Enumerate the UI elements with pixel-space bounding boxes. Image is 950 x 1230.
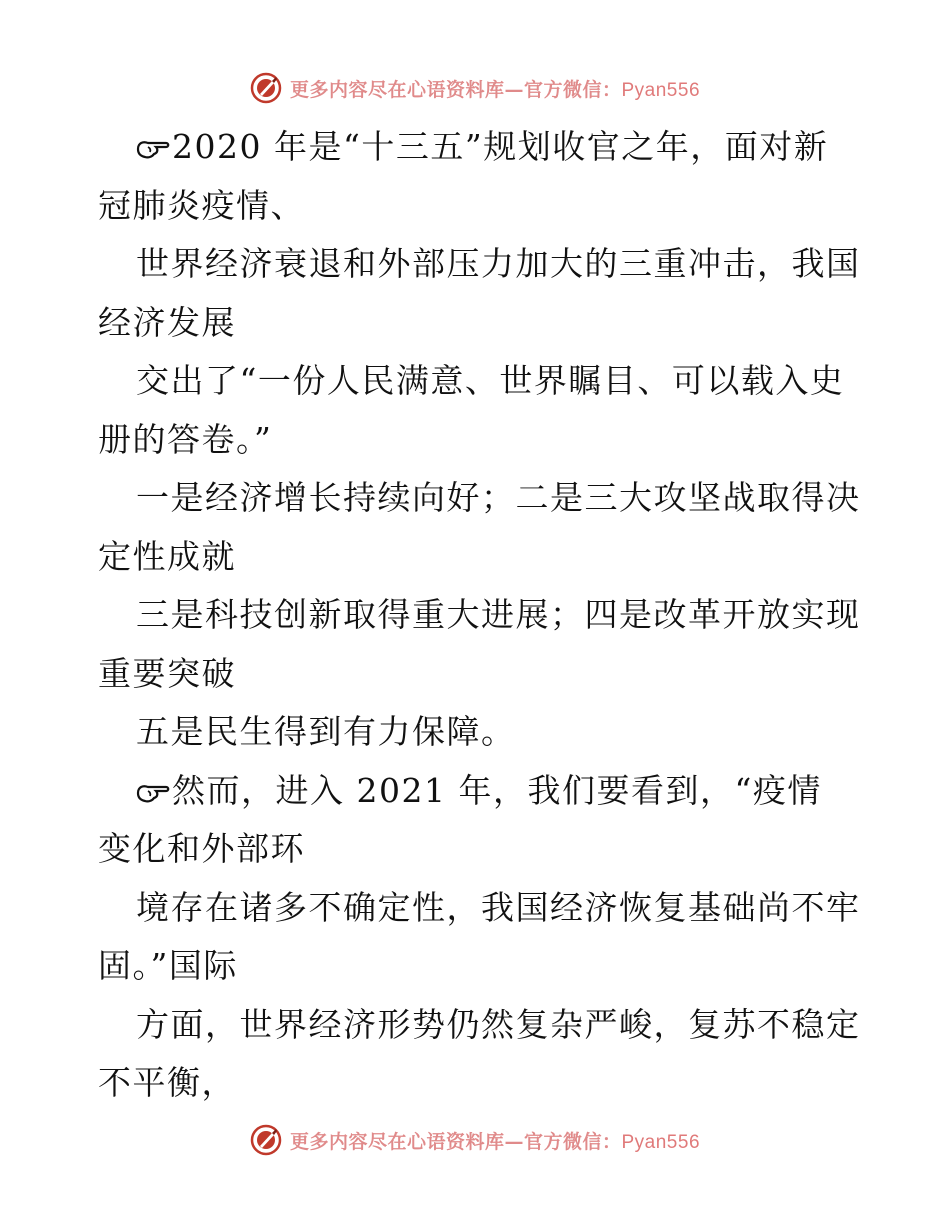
logo-icon xyxy=(250,1124,282,1156)
paragraph-line xyxy=(98,645,858,704)
paragraph-line xyxy=(98,528,858,587)
banner-text xyxy=(290,1127,700,1154)
footer-banner xyxy=(0,1120,950,1160)
paragraph-first-line xyxy=(98,118,858,177)
line-text: 2020 年是“十三五”规划收官之年，面对新 xyxy=(172,127,829,166)
paragraph-line xyxy=(98,937,858,996)
header-banner xyxy=(0,68,950,108)
line-text: 固。”国际 xyxy=(98,946,238,985)
line-text: 境存在诸多不确定性，我国经济恢复基础尚不牢 xyxy=(136,887,861,927)
paragraph-first-line xyxy=(98,352,858,411)
line-text: 三是科技创新取得重大进展；四是改革开放实现 xyxy=(136,595,861,634)
paragraph-line xyxy=(98,411,858,470)
line-text: 交出了“一份人民满意、世界瞩目、可以载入史 xyxy=(136,361,845,400)
line-text: 变化和外部环 xyxy=(98,829,305,868)
paragraph-first-line xyxy=(98,996,861,1055)
banner-wechat-id: Pyan556 xyxy=(621,1131,701,1153)
line-text: 定性成就 xyxy=(98,536,236,576)
pointing-hand-icon xyxy=(136,779,170,805)
paragraph-first-line xyxy=(98,703,858,762)
paragraph-line xyxy=(98,294,858,353)
banner-text xyxy=(290,75,700,102)
paragraph-first-line xyxy=(98,469,861,528)
line-text: 一是经济增长持续向好；二是三大攻坚战取得决 xyxy=(136,478,861,517)
paragraph-line xyxy=(98,1054,858,1113)
line-text: 不平衡， xyxy=(98,1063,236,1102)
line-text: 方面，世界经济形势仍然复杂严峻，复苏不稳定 xyxy=(136,1004,861,1044)
line-text: 重要突破 xyxy=(98,653,236,693)
line-text: 经济发展 xyxy=(98,302,236,342)
line-text: 世界经济衰退和外部压力加大的三重冲击，我国 xyxy=(136,244,861,283)
paragraph-first-line xyxy=(98,879,861,938)
banner-wechat-id: Pyan556 xyxy=(621,79,701,101)
paragraph-first-line xyxy=(98,586,861,645)
line-text: 冠肺炎疫情、 xyxy=(98,185,305,225)
paragraph-line xyxy=(98,820,858,879)
line-text: 五是民生得到有力保障。 xyxy=(136,712,516,751)
document-body xyxy=(98,118,861,1113)
banner-label: 更多内容尽在心语资料库—官方微信： xyxy=(289,1130,622,1153)
line-text: 然而，进入 2021 年，我们要看到，“疫情 xyxy=(172,770,822,810)
paragraph-first-line xyxy=(98,235,861,294)
pointing-hand-icon xyxy=(136,135,170,161)
paragraph-first-line xyxy=(98,762,858,821)
logo-icon xyxy=(250,72,282,104)
banner-label: 更多内容尽在心语资料库—官方微信： xyxy=(289,78,622,101)
paragraph-line xyxy=(98,177,858,236)
line-text: 册的答卷。” xyxy=(98,419,273,459)
